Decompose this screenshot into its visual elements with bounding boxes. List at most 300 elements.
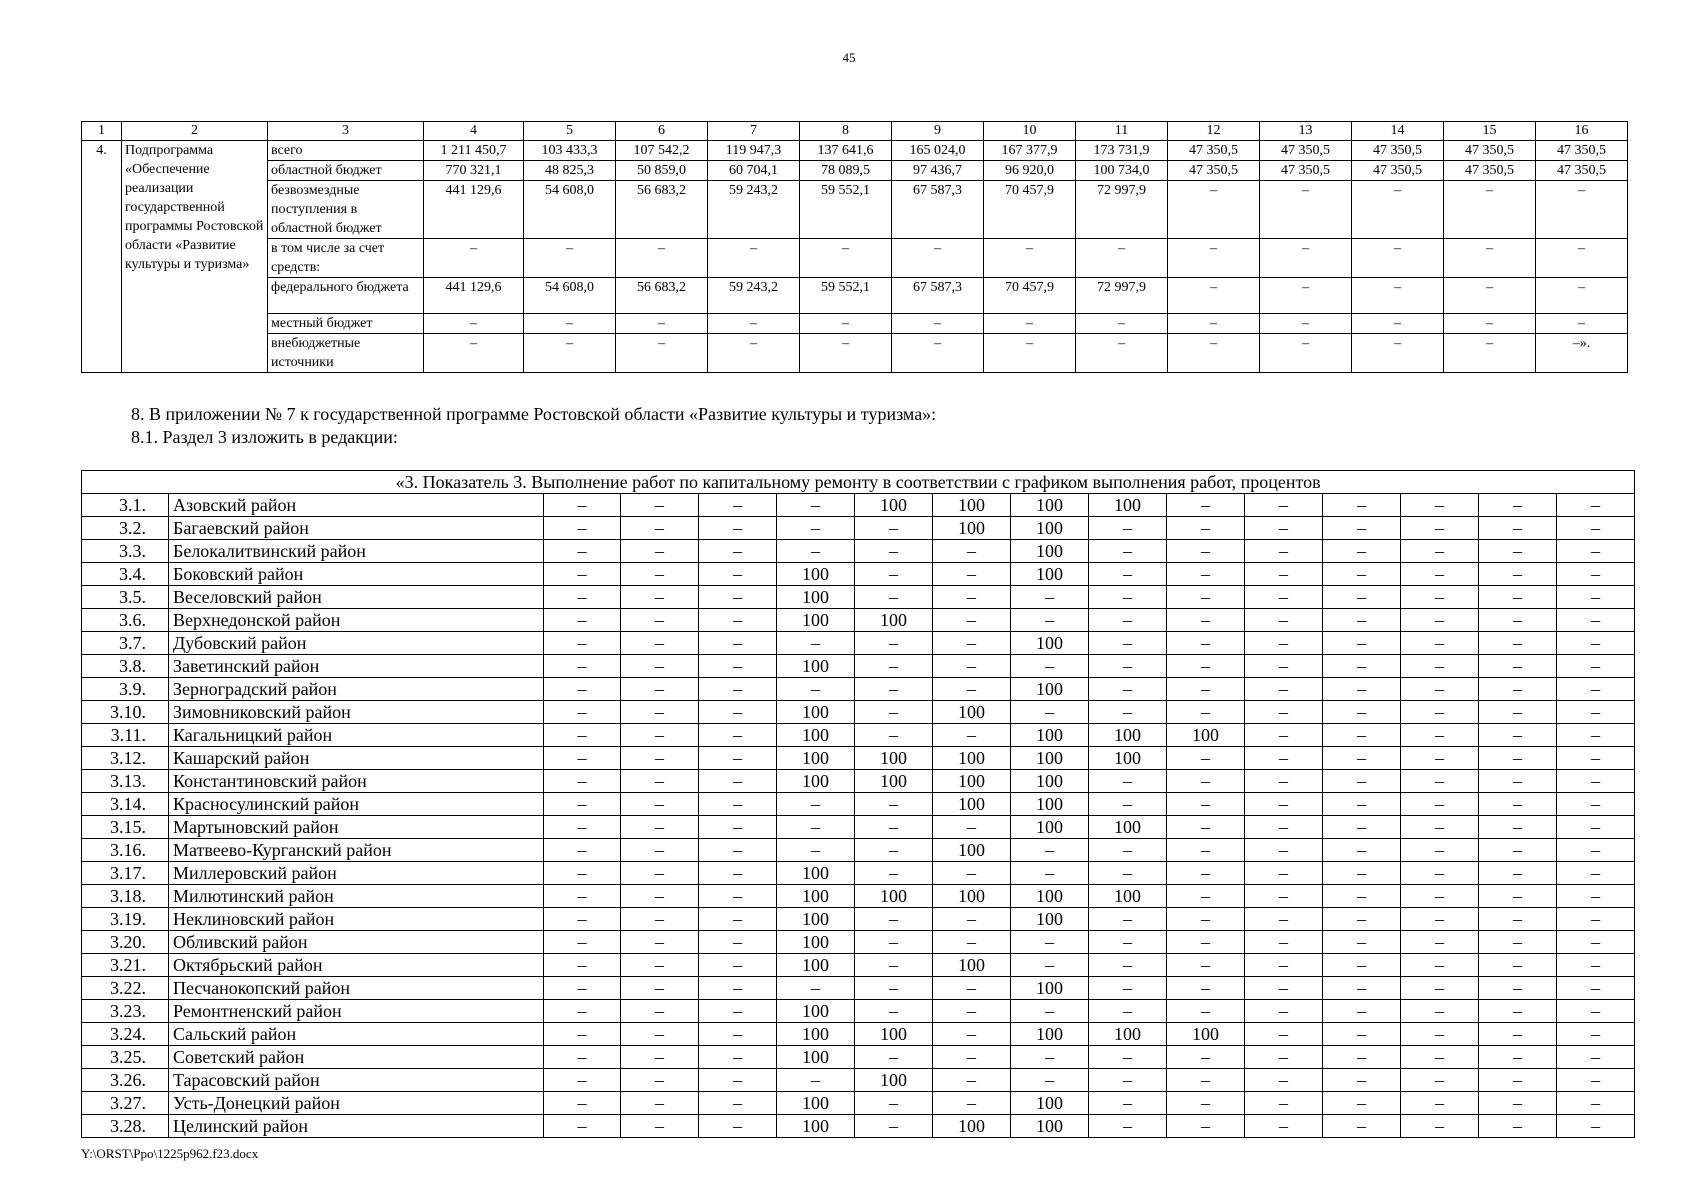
- indicator-value: –: [621, 1092, 699, 1115]
- indicator-value: –: [1089, 701, 1167, 724]
- indicator-value: –: [1401, 1115, 1479, 1138]
- indicator-value: 100: [1011, 632, 1089, 655]
- funding-row: [82, 278, 1628, 314]
- indicator-value: –: [1401, 977, 1479, 1000]
- indicator-value: –: [1167, 747, 1245, 770]
- district-number: 3.24.: [82, 1023, 169, 1046]
- indicator-value: –: [1323, 494, 1401, 517]
- indicator-value: 100: [933, 793, 1011, 816]
- indicator-value: –: [1557, 816, 1635, 839]
- indicator-value: 100: [1011, 1023, 1089, 1046]
- indicator-value: 100: [933, 1115, 1011, 1138]
- indicator-value: –: [544, 977, 621, 1000]
- district-row: [82, 816, 1635, 839]
- funding-value: 47 350,5: [1352, 141, 1444, 161]
- indicator-value: –: [1557, 770, 1635, 793]
- district-number: 3.18.: [82, 885, 169, 908]
- funding-value: 167 377,9: [984, 141, 1076, 161]
- indicator-value: –: [1089, 931, 1167, 954]
- funding-value: 47 350,5: [1168, 141, 1260, 161]
- indicator-value: –: [1323, 1115, 1401, 1138]
- indicator-value: –: [1323, 931, 1401, 954]
- indicator-value: –: [1167, 816, 1245, 839]
- indicator-value: –: [1557, 885, 1635, 908]
- column-number: 8: [800, 122, 892, 141]
- funding-value: –: [1260, 181, 1352, 239]
- funding-value: –: [892, 334, 984, 373]
- funding-value: –: [1352, 239, 1444, 278]
- funding-value: –: [1168, 239, 1260, 278]
- indicator-value: –: [1479, 885, 1557, 908]
- district-name: Ремонтненский район: [169, 1000, 544, 1023]
- indicator-value: –: [1401, 517, 1479, 540]
- indicator-value: –: [855, 724, 933, 747]
- indicator-value: –: [1245, 563, 1323, 586]
- indicator-value: –: [621, 632, 699, 655]
- indicator-value: –: [1245, 1023, 1323, 1046]
- indicator-value: –: [699, 540, 777, 563]
- indicator-value: –: [1557, 747, 1635, 770]
- indicator-value: –: [1089, 1092, 1167, 1115]
- indicator-value: –: [1479, 586, 1557, 609]
- indicator-value: –: [1245, 908, 1323, 931]
- district-number: 3.22.: [82, 977, 169, 1000]
- indicator-value: –: [621, 540, 699, 563]
- indicator-value: –: [621, 1069, 699, 1092]
- indicator-value: –: [1479, 770, 1557, 793]
- district-row: [82, 1069, 1635, 1092]
- indicator-value: –: [544, 609, 621, 632]
- indicator-value: –: [1011, 586, 1089, 609]
- indicator-value: –: [1323, 977, 1401, 1000]
- indicator-value: –: [933, 655, 1011, 678]
- indicator-value: –: [1323, 678, 1401, 701]
- indicator-value: –: [855, 1000, 933, 1023]
- district-name: Заветинский район: [169, 655, 544, 678]
- district-number: 3.1.: [82, 494, 169, 517]
- indicator-value: –: [1479, 747, 1557, 770]
- indicator-value: –: [777, 632, 855, 655]
- funding-source-label: в том числе за счет средств:: [268, 239, 424, 278]
- district-name: Красносулинский район: [169, 793, 544, 816]
- indicator-value: –: [1479, 724, 1557, 747]
- indicator-value: –: [1323, 632, 1401, 655]
- indicator-value: –: [621, 655, 699, 678]
- indicator-value: –: [1089, 1069, 1167, 1092]
- indicator-title: «3. Показатель 3. Выполнение работ по капитальному ремонту в соответствии с графиком выполнения работ, процентов: [82, 471, 1635, 494]
- indicator-value: –: [1323, 793, 1401, 816]
- indicator-value: –: [1557, 908, 1635, 931]
- funding-value: –: [984, 239, 1076, 278]
- indicator-value: –: [1167, 977, 1245, 1000]
- indicator-value: –: [1245, 1000, 1323, 1023]
- indicator-value: 100: [1011, 517, 1089, 540]
- indicator-table: [81, 470, 1635, 1138]
- indicator-value: –: [1167, 931, 1245, 954]
- indicator-value: 100: [777, 563, 855, 586]
- indicator-value: –: [1401, 954, 1479, 977]
- district-number: 3.2.: [82, 517, 169, 540]
- indicator-value: –: [699, 770, 777, 793]
- funding-value: –: [708, 239, 800, 278]
- funding-value: –: [1076, 334, 1168, 373]
- indicator-value: –: [855, 517, 933, 540]
- indicator-value: –: [544, 724, 621, 747]
- indicator-value: –: [1479, 954, 1557, 977]
- funding-value: 56 683,2: [616, 278, 708, 314]
- indicator-value: –: [621, 908, 699, 931]
- indicator-value: 100: [1011, 977, 1089, 1000]
- indicator-value: –: [621, 862, 699, 885]
- indicator-value: –: [699, 862, 777, 885]
- indicator-value: –: [1401, 885, 1479, 908]
- indicator-value: –: [621, 793, 699, 816]
- indicator-value: –: [1401, 494, 1479, 517]
- indicator-value: 100: [855, 747, 933, 770]
- indicator-value: –: [544, 1092, 621, 1115]
- indicator-value: –: [1245, 931, 1323, 954]
- indicator-value: –: [1011, 1069, 1089, 1092]
- indicator-value: –: [1479, 701, 1557, 724]
- column-number: 1: [82, 122, 122, 141]
- indicator-value: –: [544, 517, 621, 540]
- indicator-value: –: [855, 1115, 933, 1138]
- indicator-value: 100: [933, 770, 1011, 793]
- indicator-value: –: [1011, 655, 1089, 678]
- indicator-value: –: [544, 839, 621, 862]
- indicator-value: –: [933, 540, 1011, 563]
- indicator-value: –: [933, 1000, 1011, 1023]
- indicator-value: –: [777, 678, 855, 701]
- funding-value: –: [1444, 314, 1536, 334]
- indicator-value: –: [699, 839, 777, 862]
- indicator-value: –: [1167, 1000, 1245, 1023]
- funding-value: –».: [1536, 334, 1628, 373]
- indicator-value: –: [1401, 724, 1479, 747]
- funding-value: –: [800, 239, 892, 278]
- funding-row: [82, 161, 1628, 181]
- district-row: [82, 563, 1635, 586]
- indicator-value: 100: [777, 701, 855, 724]
- district-name: Октябрьский район: [169, 954, 544, 977]
- indicator-value: 100: [1089, 747, 1167, 770]
- indicator-value: –: [621, 977, 699, 1000]
- indicator-value: –: [1089, 655, 1167, 678]
- funding-row: [82, 181, 1628, 239]
- indicator-value: –: [544, 1115, 621, 1138]
- district-row: [82, 908, 1635, 931]
- indicator-value: –: [1479, 1023, 1557, 1046]
- indicator-value: 100: [933, 954, 1011, 977]
- indicator-value: –: [1089, 793, 1167, 816]
- funding-value: –: [424, 314, 524, 334]
- column-number: 9: [892, 122, 984, 141]
- indicator-value: –: [1089, 540, 1167, 563]
- indicator-value: –: [1245, 816, 1323, 839]
- indicator-value: 100: [1011, 678, 1089, 701]
- funding-value: 47 350,5: [1536, 141, 1628, 161]
- funding-value: –: [616, 334, 708, 373]
- indicator-value: –: [544, 563, 621, 586]
- funding-value: –: [1168, 314, 1260, 334]
- indicator-value: –: [1557, 931, 1635, 954]
- paragraph-appendix-7: 8. В приложении № 7 к государственной программе Ростовской области «Развитие культуры и туризма»:: [131, 404, 937, 424]
- indicator-value: –: [1323, 1092, 1401, 1115]
- funding-value: –: [1444, 239, 1536, 278]
- indicator-value: 100: [855, 770, 933, 793]
- indicator-value: –: [933, 609, 1011, 632]
- funding-row: [82, 314, 1628, 334]
- funding-value: –: [1260, 314, 1352, 334]
- indicator-value: –: [699, 1000, 777, 1023]
- indicator-value: –: [933, 632, 1011, 655]
- funding-value: –: [984, 334, 1076, 373]
- column-number: 11: [1076, 122, 1168, 141]
- indicator-value: –: [1245, 701, 1323, 724]
- indicator-value: –: [1557, 586, 1635, 609]
- district-number: 3.14.: [82, 793, 169, 816]
- indicator-value: –: [1167, 701, 1245, 724]
- funding-value: 441 129,6: [424, 181, 524, 239]
- indicator-value: –: [1167, 609, 1245, 632]
- district-name: Милютинский район: [169, 885, 544, 908]
- funding-value: 56 683,2: [616, 181, 708, 239]
- indicator-value: –: [1245, 770, 1323, 793]
- funding-value: –: [708, 334, 800, 373]
- indicator-value: –: [544, 908, 621, 931]
- indicator-value: –: [1323, 563, 1401, 586]
- funding-value: –: [1444, 278, 1536, 314]
- indicator-title-row: [82, 471, 1635, 494]
- funding-value: 100 734,0: [1076, 161, 1168, 181]
- district-row: [82, 977, 1635, 1000]
- indicator-value: –: [544, 770, 621, 793]
- district-row: [82, 1092, 1635, 1115]
- indicator-value: –: [1323, 609, 1401, 632]
- funding-value: –: [1168, 181, 1260, 239]
- indicator-value: –: [699, 1023, 777, 1046]
- indicator-value: –: [855, 816, 933, 839]
- column-number: 5: [524, 122, 616, 141]
- indicator-value: –: [1401, 586, 1479, 609]
- indicator-value: –: [544, 931, 621, 954]
- district-name: Кагальницкий район: [169, 724, 544, 747]
- indicator-value: –: [1323, 586, 1401, 609]
- indicator-value: –: [1323, 1023, 1401, 1046]
- district-row: [82, 862, 1635, 885]
- district-name: Усть-Донецкий район: [169, 1092, 544, 1115]
- indicator-value: 100: [1011, 770, 1089, 793]
- indicator-value: –: [855, 977, 933, 1000]
- funding-value: –: [616, 239, 708, 278]
- indicator-value: –: [1557, 517, 1635, 540]
- indicator-value: –: [544, 1046, 621, 1069]
- indicator-value: 100: [855, 1023, 933, 1046]
- funding-value: 70 457,9: [984, 278, 1076, 314]
- indicator-value: –: [699, 885, 777, 908]
- funding-value: –: [1444, 181, 1536, 239]
- funding-value: 48 825,3: [524, 161, 616, 181]
- indicator-value: –: [1557, 678, 1635, 701]
- indicator-value: –: [621, 609, 699, 632]
- indicator-value: –: [1011, 839, 1089, 862]
- indicator-value: –: [777, 977, 855, 1000]
- indicator-value: –: [1167, 1069, 1245, 1092]
- indicator-value: –: [1089, 839, 1167, 862]
- district-name: Веселовский район: [169, 586, 544, 609]
- indicator-value: 100: [777, 586, 855, 609]
- indicator-value: –: [621, 747, 699, 770]
- indicator-value: –: [699, 563, 777, 586]
- indicator-value: 100: [933, 747, 1011, 770]
- funding-value: 72 997,9: [1076, 278, 1168, 314]
- district-number: 3.26.: [82, 1069, 169, 1092]
- funding-value: 47 350,5: [1260, 161, 1352, 181]
- indicator-value: –: [1245, 747, 1323, 770]
- indicator-value: –: [1401, 1023, 1479, 1046]
- indicator-value: –: [1245, 655, 1323, 678]
- indicator-value: –: [933, 1046, 1011, 1069]
- column-number: 4: [424, 122, 524, 141]
- indicator-value: –: [1167, 1046, 1245, 1069]
- indicator-value: –: [1479, 563, 1557, 586]
- indicator-value: 100: [1011, 540, 1089, 563]
- district-name: Верхнедонской район: [169, 609, 544, 632]
- funding-value: 59 552,1: [800, 181, 892, 239]
- indicator-value: –: [1089, 770, 1167, 793]
- indicator-value: –: [1557, 632, 1635, 655]
- funding-row: [82, 239, 1628, 278]
- indicator-value: –: [1323, 724, 1401, 747]
- district-number: 3.19.: [82, 908, 169, 931]
- indicator-value: –: [933, 862, 1011, 885]
- indicator-value: 100: [1011, 908, 1089, 931]
- indicator-value: –: [933, 563, 1011, 586]
- indicator-value: –: [1401, 747, 1479, 770]
- indicator-value: –: [1557, 655, 1635, 678]
- funding-value: 54 608,0: [524, 278, 616, 314]
- indicator-value: –: [855, 931, 933, 954]
- indicator-value: –: [1479, 862, 1557, 885]
- indicator-value: –: [699, 1115, 777, 1138]
- district-number: 3.25.: [82, 1046, 169, 1069]
- funding-value: 1 211 450,7: [424, 141, 524, 161]
- indicator-value: –: [1245, 954, 1323, 977]
- funding-header-row: [82, 122, 1628, 141]
- district-number: 3.3.: [82, 540, 169, 563]
- indicator-value: –: [1557, 1115, 1635, 1138]
- indicator-value: 100: [1089, 885, 1167, 908]
- indicator-value: –: [1479, 494, 1557, 517]
- district-row: [82, 701, 1635, 724]
- indicator-value: –: [1557, 609, 1635, 632]
- indicator-value: –: [777, 540, 855, 563]
- indicator-value: –: [1167, 1092, 1245, 1115]
- indicator-value: 100: [1011, 793, 1089, 816]
- district-number: 3.28.: [82, 1115, 169, 1138]
- funding-value: –: [1260, 239, 1352, 278]
- district-row: [82, 747, 1635, 770]
- funding-value: –: [1352, 278, 1444, 314]
- indicator-value: –: [699, 701, 777, 724]
- indicator-value: –: [1167, 770, 1245, 793]
- indicator-value: –: [1479, 793, 1557, 816]
- indicator-value: 100: [855, 1069, 933, 1092]
- indicator-value: –: [699, 655, 777, 678]
- district-number: 3.7.: [82, 632, 169, 655]
- page-number: 45: [842, 50, 856, 65]
- indicator-value: –: [544, 747, 621, 770]
- indicator-value: –: [1557, 793, 1635, 816]
- funding-value: –: [1536, 181, 1628, 239]
- indicator-value: –: [1245, 839, 1323, 862]
- funding-value: –: [984, 314, 1076, 334]
- district-name: Багаевский район: [169, 517, 544, 540]
- district-row: [82, 1046, 1635, 1069]
- indicator-value: –: [1401, 1092, 1479, 1115]
- district-row: [82, 1115, 1635, 1138]
- indicator-value: –: [1245, 1092, 1323, 1115]
- district-row: [82, 931, 1635, 954]
- indicator-value: –: [1089, 862, 1167, 885]
- indicator-value: –: [1401, 563, 1479, 586]
- indicator-value: –: [1479, 655, 1557, 678]
- indicator-value: –: [1167, 632, 1245, 655]
- indicator-value: –: [1167, 862, 1245, 885]
- indicator-value: –: [1245, 724, 1323, 747]
- funding-value: 50 859,0: [616, 161, 708, 181]
- funding-table: [81, 121, 1628, 373]
- funding-source-label: местный бюджет: [268, 314, 424, 334]
- indicator-value: –: [699, 793, 777, 816]
- indicator-value: –: [621, 701, 699, 724]
- indicator-value: –: [1557, 1092, 1635, 1115]
- indicator-value: –: [1479, 540, 1557, 563]
- indicator-value: 100: [855, 494, 933, 517]
- indicator-value: 100: [1089, 494, 1167, 517]
- indicator-value: –: [621, 885, 699, 908]
- indicator-value: –: [621, 563, 699, 586]
- indicator-value: 100: [777, 609, 855, 632]
- indicator-value: 100: [777, 908, 855, 931]
- district-number: 3.13.: [82, 770, 169, 793]
- indicator-value: –: [1245, 977, 1323, 1000]
- indicator-value: –: [1479, 1115, 1557, 1138]
- indicator-value: –: [1401, 540, 1479, 563]
- column-number: 14: [1352, 122, 1444, 141]
- indicator-value: –: [1167, 586, 1245, 609]
- indicator-value: –: [1245, 609, 1323, 632]
- indicator-value: –: [1167, 839, 1245, 862]
- column-number: 15: [1444, 122, 1536, 141]
- district-name: Миллеровский район: [169, 862, 544, 885]
- indicator-value: –: [544, 954, 621, 977]
- district-name: Константиновский район: [169, 770, 544, 793]
- funding-value: –: [524, 334, 616, 373]
- indicator-value: 100: [777, 1023, 855, 1046]
- funding-source-label: федерального бюджета: [268, 278, 424, 314]
- funding-value: 173 731,9: [1076, 141, 1168, 161]
- indicator-value: –: [1245, 1115, 1323, 1138]
- indicator-value: –: [1167, 885, 1245, 908]
- indicator-value: 100: [1011, 724, 1089, 747]
- indicator-value: –: [1011, 862, 1089, 885]
- district-name: Кашарский район: [169, 747, 544, 770]
- indicator-value: –: [1401, 793, 1479, 816]
- indicator-value: –: [777, 839, 855, 862]
- district-row: [82, 655, 1635, 678]
- district-number: 3.11.: [82, 724, 169, 747]
